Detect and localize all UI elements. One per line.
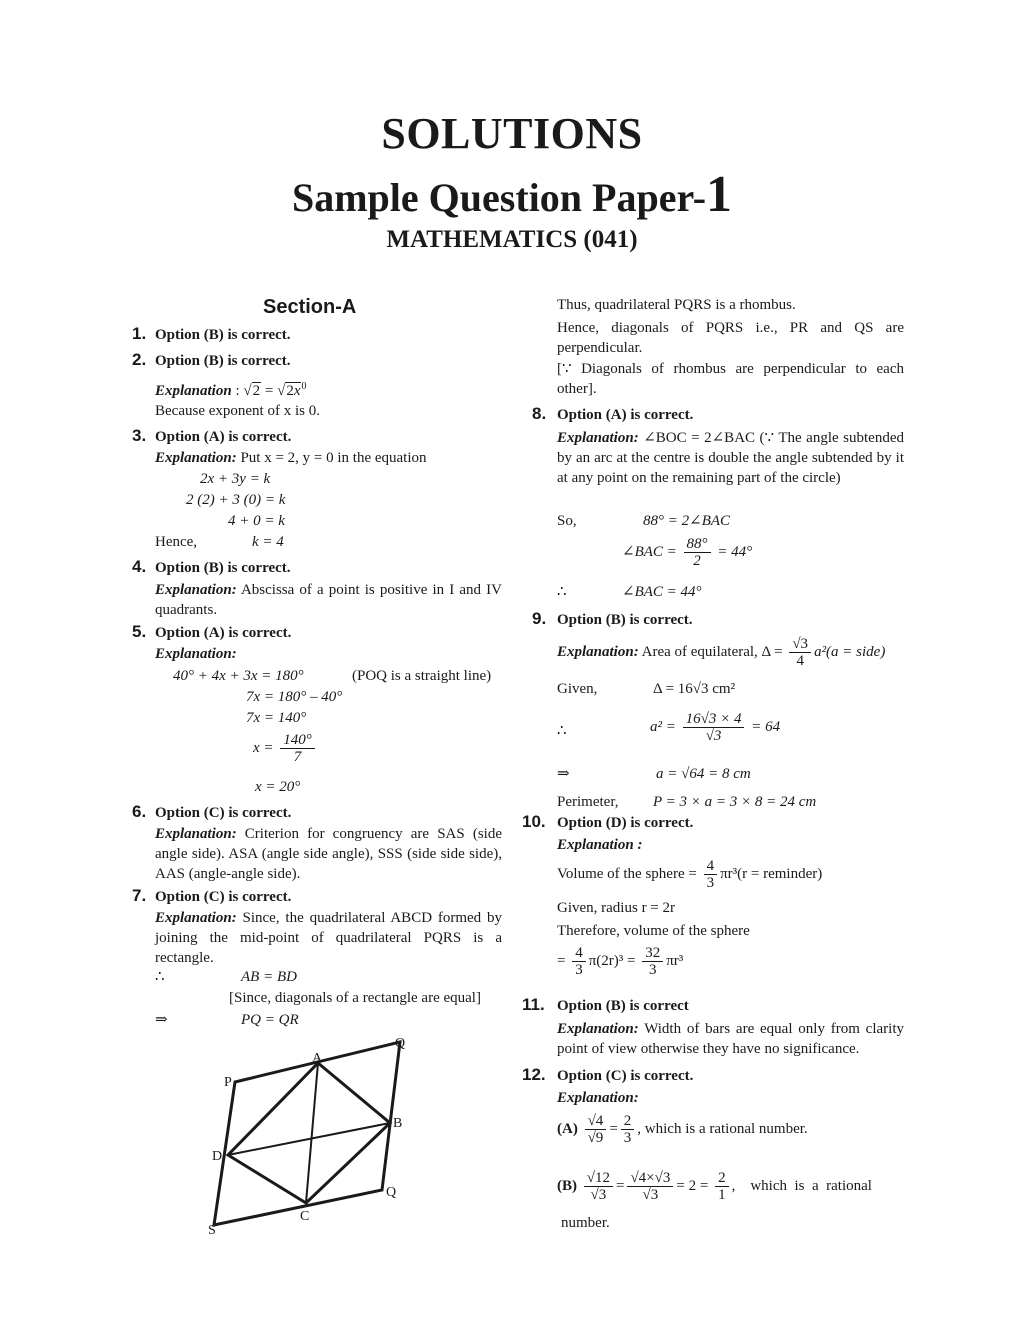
q3-explanation: Explanation: Put x = 2, y = 0 in the equation (155, 450, 427, 466)
q12-answer: Option (C) is correct. (557, 1068, 694, 1084)
q1-number: 1. (132, 324, 147, 343)
q2-answer: Option (B) is correct. (155, 353, 291, 369)
q7-continuation-1: Thus, quadrilateral PQRS is a rhombus. (557, 297, 796, 313)
subtitle-text: Sample Question Paper- (291, 175, 707, 220)
label-c: C (300, 1209, 310, 1224)
q9-line-4: P = 3 × a = 3 × 8 = 24 cm (653, 794, 817, 810)
q8-line-2: ∠BAC = $\frac{88^\circ}{2}$ = 44° (622, 536, 753, 569)
label-p: P (224, 1075, 232, 1090)
q9-line-1: Δ = 16√3 cm² (653, 681, 736, 697)
q3-number: 3. (132, 426, 147, 445)
q10-line-2: Given, radius r = 2r (557, 900, 676, 916)
q12-part-b-tail: number. (561, 1215, 610, 1231)
q9-perimeter: Perimeter, (557, 794, 619, 810)
q9-given: Given, (557, 681, 598, 697)
page-title: SOLUTIONS (381, 109, 643, 158)
q8-number: 8. (532, 404, 547, 423)
q9-therefore: ∴ (557, 723, 567, 739)
q12-number: 12. (522, 1065, 546, 1084)
label-d: D (212, 1149, 223, 1164)
q7-continuation-2: Hence, diagonals of PQRS i.e., PR and QS are perpendicular. (557, 320, 904, 356)
q9-number: 9. (532, 609, 547, 628)
q4-answer: Option (B) is correct. (155, 560, 291, 576)
q7-continuation-3: [∵ Diagonals of rhombus are perpendicular to each other]. (557, 361, 904, 397)
q11-answer: Option (B) is correct (557, 998, 689, 1014)
page-subtitle (0, 165, 1024, 224)
q7-explanation: Explanation: Since, the quadrilateral ABCD formed by joining the mid-point of quadrilateral PQRS is a rectangle. (155, 910, 502, 966)
q3-line-2: 2 (2) + 3 (0) = k (186, 492, 286, 508)
q9-implies: ⇒ (557, 766, 570, 782)
q9-explanation: Explanation: Area of equilateral, Δ = $\frac{√3}{4}$ a²(a = side) (557, 636, 886, 669)
q7-quadrilateral-figure (200, 1030, 430, 1235)
q6-answer: Option (C) is correct. (155, 805, 292, 821)
q10-explanation-label: Explanation : (557, 837, 643, 853)
q7-line-2: [Since, diagonals of a rectangle are equal] (229, 990, 481, 1006)
q9-line-2: a² = $\frac{16√3 \times 4}{√3}$ = 64 (650, 711, 781, 744)
q7-answer: Option (C) is correct. (155, 889, 292, 905)
figure-diagonal-db (228, 1123, 390, 1155)
q2-note: Because exponent of x is 0. (155, 403, 320, 419)
q5-line-1-note: (POQ is a straight line) (352, 668, 492, 684)
q1-answer: Option (B) is correct. (155, 327, 291, 343)
q7-line-1: AB = BD (241, 969, 297, 985)
figure-inner-abcd (228, 1063, 390, 1203)
q8-answer: Option (A) is correct. (557, 407, 694, 423)
section-heading: Section-A (263, 296, 357, 318)
q11-number: 11. (522, 995, 545, 1014)
q12-part-a: (A) $\frac{√4}{√9}$ = $\frac{2}{3}$ , which is a rational number. (557, 1113, 808, 1146)
q10-answer: Option (D) is correct. (557, 815, 694, 831)
q5-answer: Option (A) is correct. (155, 625, 292, 641)
q11-explanation: Explanation: Width of bars are equal only from clarity point of view otherwise they have no significance. (557, 1021, 904, 1057)
q9-line-3: a = √64 = 8 cm (656, 766, 751, 782)
q3-line-1: 2x + 3y = k (200, 471, 271, 487)
label-s: S (208, 1223, 216, 1235)
q8-explanation: Explanation: ∠BOC = 2∠BAC (∵ The angle subtended by an arc at the centre is double the angle subtended by it at any point on the remaining part of the circle) (557, 430, 904, 486)
q9-answer: Option (B) is correct. (557, 612, 693, 628)
q7-implies: ⇒ (155, 1012, 168, 1028)
q3-line-3: 4 + 0 = k (228, 513, 285, 529)
q10-number: 10. (522, 812, 546, 831)
q8-so: So, (557, 513, 577, 529)
q2-explanation: Explanation : $√2 = √2x^0$ (155, 381, 307, 399)
q8-line-3: ∠BAC = 44° (622, 584, 702, 600)
q6-explanation: Explanation: Criterion for congruency are SAS (side angle side). ASA (angle side angle), SSS (side side side), AAS (angle-angle side). (155, 826, 502, 882)
q5-explanation-label: Explanation: (155, 646, 237, 662)
q5-number: 5. (132, 622, 147, 641)
q3-hence: Hence, (155, 534, 198, 550)
label-b: B (393, 1116, 403, 1131)
q12-part-b: (B) $\frac{√12}{√3}$ = $\frac{√4\times√3}{√3}$ = 2 = $\frac{2}{1}$ , which is a rational (557, 1170, 872, 1203)
q5-line-2: 7x = 180° – 40° (246, 689, 343, 705)
q7-therefore: ∴ (155, 969, 165, 985)
label-q-top: Q (395, 1036, 406, 1051)
label-a: A (312, 1051, 323, 1066)
q12-explanation-label: Explanation: (557, 1090, 639, 1106)
q4-number: 4. (132, 557, 147, 576)
q3-line-4: k = 4 (252, 534, 284, 550)
subtitle-number: 1 (706, 166, 733, 223)
q10-line-3: Therefore, volume of the sphere (557, 923, 750, 939)
q5-line-3: 7x = 140° (246, 710, 307, 726)
q8-line-1: 88° = 2∠BAC (643, 513, 731, 529)
q2-number: 2. (132, 350, 147, 369)
q5-line-5: x = 20° (255, 779, 301, 795)
q8-therefore: ∴ (557, 584, 567, 600)
q6-number: 6. (132, 802, 147, 821)
label-q-bottom: Q (386, 1185, 397, 1200)
figure-diagonal-ac (306, 1063, 318, 1203)
q5-line-1: 40° + 4x + 3x = 180° (173, 668, 304, 684)
q10-line-1: Volume of the sphere = $\frac{4}{3}$ πr³(r = reminder) (557, 858, 823, 891)
q5-line-4: x = $\frac{140^\circ}{7}$ (253, 732, 318, 765)
q10-line-4: = $\frac{4}{3}$ π(2r)³ = $\frac{32}{3}$ πr³ (557, 945, 684, 978)
subject-heading: MATHEMATICS (041) (386, 226, 638, 253)
q4-explanation: Explanation: Abscissa of a point is positive in I and IV quadrants. (155, 582, 502, 618)
q7-number: 7. (132, 886, 147, 905)
q7-line-3: PQ = QR (241, 1012, 299, 1028)
q3-answer: Option (A) is correct. (155, 429, 292, 445)
